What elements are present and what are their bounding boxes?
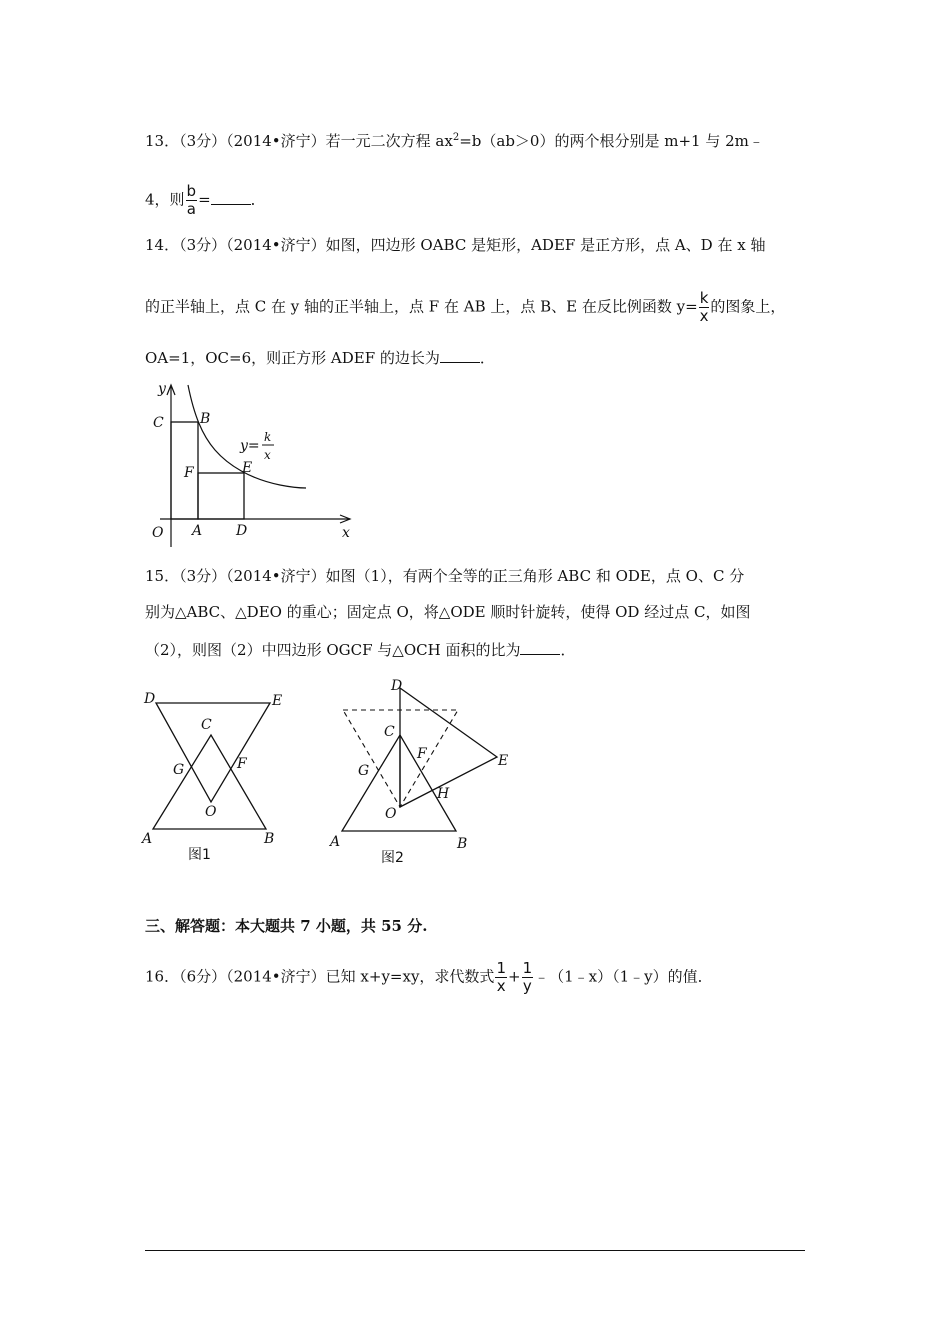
q13-fraction — [186, 183, 198, 218]
q15-line3 — [145, 640, 575, 660]
func-x: x — [264, 448, 271, 462]
q13-frac-den: a — [186, 200, 196, 218]
fig1-label-e: E — [272, 693, 283, 709]
q13-answer-blank[interactable] — [211, 190, 251, 205]
q13-text-1b: =b（ab＞0）的两个根分别是 m+1 与 2m﹣ — [459, 132, 764, 150]
q13-line2 — [145, 183, 266, 218]
q16-frac1-num: 1 — [496, 959, 506, 977]
q14-text-2b: 的图象上， — [710, 297, 786, 316]
q15-text-1: 15．（3分）（2014•济宁）如图（1），有两个全等的正三角形 ABC 和 ODE，点 O、C 分 — [145, 567, 745, 585]
triangle-ode-inverted — [156, 703, 270, 802]
label-x: x — [342, 525, 350, 541]
q13-line1 — [145, 128, 764, 151]
q16-frac2-den: y — [522, 977, 532, 995]
q14-line2 — [145, 290, 785, 325]
fig1-label-a: A — [142, 831, 153, 847]
q13-text-1: 13．（3分）（2014•济宁）若一元二次方程 ax — [145, 132, 453, 150]
label-y: y — [158, 381, 166, 397]
func-y: y= — [240, 438, 260, 454]
section-3-title — [145, 916, 427, 936]
fig1-label-f: F — [237, 756, 247, 772]
fig2-label-e: E — [498, 753, 509, 769]
q15-figure-2 — [325, 670, 525, 870]
q16-frac2-num: 1 — [522, 959, 533, 977]
section-3-text: 三、解答题：本大题共 7 小题，共 55 分. — [145, 917, 428, 935]
q15-answer-blank[interactable] — [520, 640, 560, 655]
fig1-label-o: O — [205, 804, 217, 820]
square-adef — [198, 473, 244, 519]
fig1-label-b: B — [264, 831, 275, 847]
label-o: O — [152, 525, 164, 541]
fig2-label-f: F — [417, 746, 427, 762]
q15-text-3b: ． — [560, 641, 576, 659]
fig2-label-o: O — [385, 806, 397, 822]
q16-text-1b: ﹣（1﹣x）（1﹣y）的值． — [534, 967, 713, 986]
q15-line2 — [145, 602, 750, 622]
q14-fraction — [699, 290, 710, 325]
fig2-label-c: C — [384, 724, 395, 740]
q14-line1 — [145, 235, 765, 255]
q14-figure — [140, 375, 370, 555]
q14-frac-den: x — [699, 307, 709, 325]
label-b: B — [200, 411, 211, 427]
label-a: A — [192, 523, 203, 539]
fig1-caption: 图1 — [188, 847, 211, 863]
label-e: E — [242, 460, 253, 476]
fig2-caption: 图2 — [381, 850, 404, 866]
fig1-label-g: G — [173, 762, 185, 778]
q14-frac-num: k — [699, 289, 709, 307]
q16-fraction-2 — [522, 960, 534, 995]
q13-text-2a: 4，则 — [145, 190, 185, 209]
q14-text-3a: OA=1，OC=6，则正方形 ADEF 的边长为 — [145, 349, 440, 367]
q13-text-2b: = — [198, 190, 211, 209]
fig2-label-b: B — [457, 836, 468, 852]
q14-text-3b: ． — [479, 349, 495, 367]
q15-figure-1 — [140, 685, 300, 870]
fig2-label-d: D — [391, 678, 403, 694]
q15-text-2: 别为△ABC、△DEO 的重心；固定点 O，将△ODE 顺时针旋转，使得 OD 经过点 C，如图 — [145, 603, 751, 621]
triangle-abc-2 — [342, 735, 456, 831]
q14-line3 — [145, 348, 495, 368]
q15-line1 — [145, 566, 744, 586]
q16-fraction-1 — [495, 960, 507, 995]
fig1-label-c: C — [201, 717, 212, 733]
footer-rule — [145, 1250, 805, 1251]
q13-sup: 2 — [452, 132, 460, 143]
fig2-label-g: G — [358, 763, 370, 779]
q14-answer-blank[interactable] — [440, 348, 480, 363]
func-k: k — [264, 430, 272, 444]
q14-text-1: 14．（3分）（2014•济宁）如图，四边形 OABC 是矩形，ADEF 是正方形，点 A、D 在 x 轴 — [145, 236, 766, 254]
q13-frac-num: b — [186, 182, 197, 200]
fig1-label-d: D — [144, 691, 156, 707]
label-c: C — [153, 415, 164, 431]
label-f: F — [184, 465, 194, 481]
q14-text-2a: 的正半轴上，点 C 在 y 轴的正半轴上，点 F 在 AB 上，点 B、E 在反比例函数 y= — [145, 297, 698, 316]
label-d: D — [236, 523, 248, 539]
fig2-label-a: A — [330, 834, 341, 850]
q16-line1 — [145, 960, 713, 995]
q16-frac1-den: x — [496, 977, 506, 995]
fig2-label-h: H — [437, 786, 450, 802]
q15-text-3a: （2），则图（2）中四边形 OGCF 与△OCH 面积的比为 — [145, 641, 521, 659]
q16-plus: + — [507, 967, 521, 986]
q16-text-1a: 16．（6分）（2014•济宁）已知 x+y=xy，求代数式 — [145, 967, 495, 986]
q13-text-2c: ． — [250, 190, 266, 209]
